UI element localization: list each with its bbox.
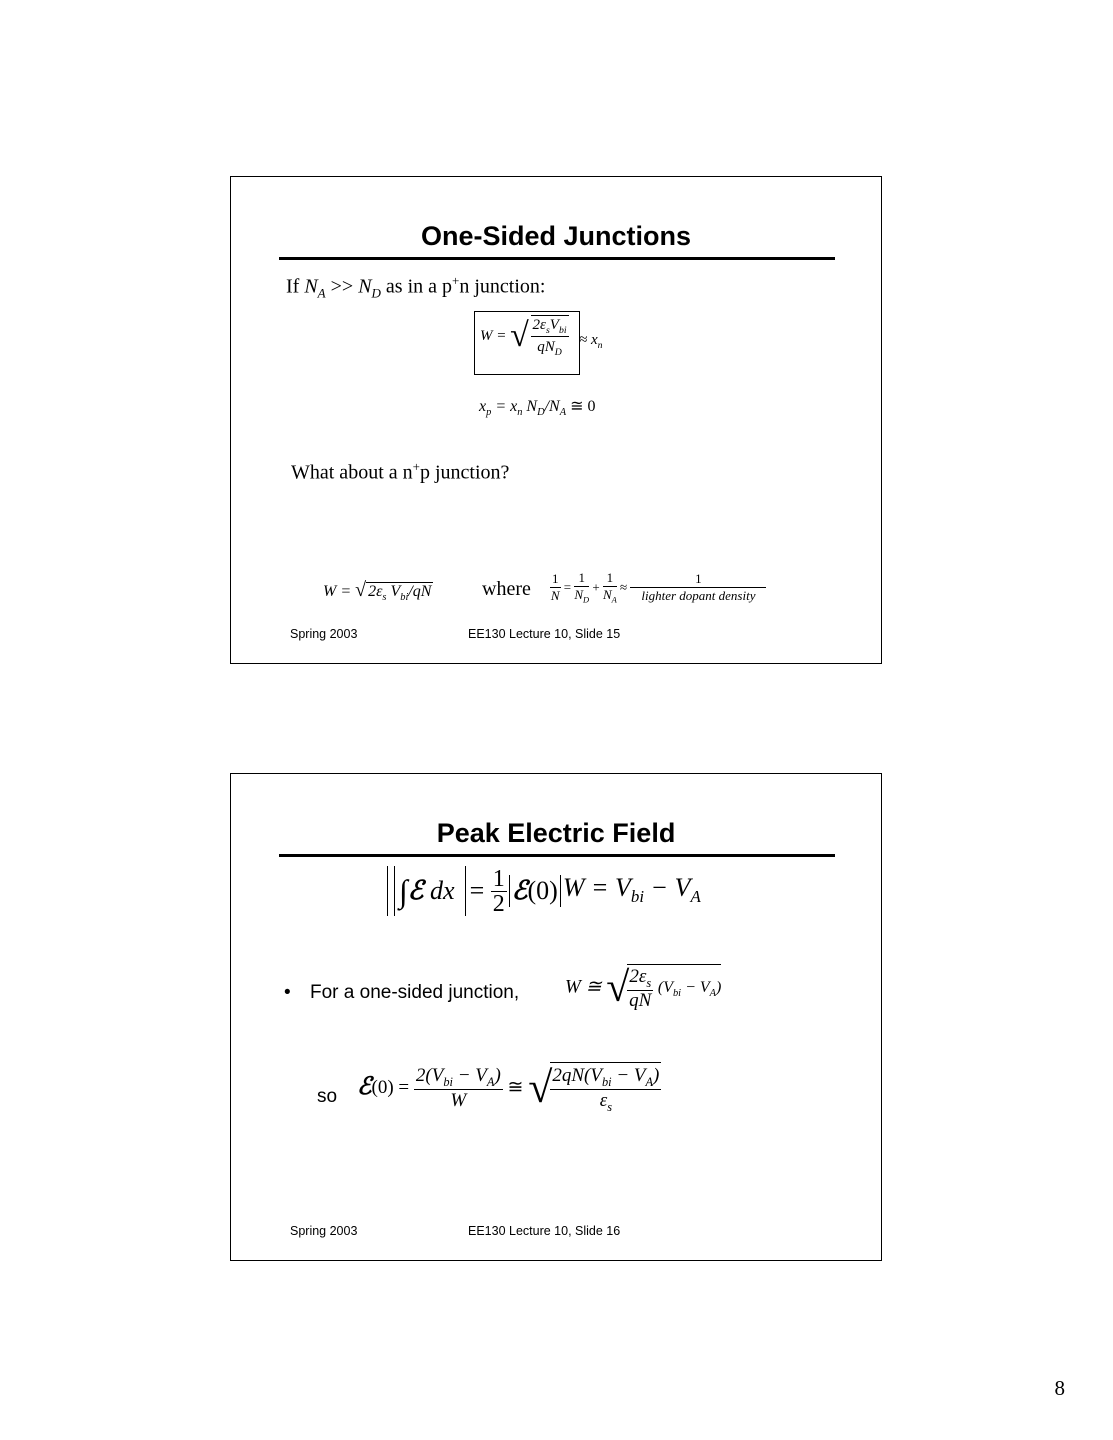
slide-one-sided-junctions <box>230 176 882 664</box>
title-underline <box>279 854 835 857</box>
one-sided-w-equation: W ≅ √ $\frac{2\varepsilon_s}{qN}$ $(V_{bi} - V_A)$ <box>565 965 722 1012</box>
w-general-equation: W = √ $2\varepsilon_s$ $V_{bi}/qN$ <box>323 579 432 604</box>
footer-slide-info: EE130 Lecture 10, Slide 15 <box>468 627 621 641</box>
footer-slide-info: EE130 Lecture 10, Slide 16 <box>468 1224 621 1238</box>
footer-date: Spring 2003 <box>290 1224 358 1238</box>
peak-field-equation: ℰ(0) = $\frac{2(V_{bi} - V_A)}{W}$ ≅ √ $\frac{2qN(V_{bi} - V_A)}{\varepsilon_s}$ <box>357 1062 660 1114</box>
slide-title: One-Sided Junctions <box>420 221 692 251</box>
reduced-density-equation: $\frac{1}{N}$ = $\frac{1}{N_D}$ + $\frac{1}{N_A}$ ≈ $\frac{1}{\text{lighter dopant density}}$ <box>550 570 766 605</box>
so-label: so <box>317 1086 338 1107</box>
title-underline <box>279 257 835 260</box>
question-text: What about a n+p junction? <box>291 459 510 484</box>
footer-date: Spring 2003 <box>290 627 358 641</box>
xp-equation: $x_p = x_n$ $N_D/N_A$ ≅ 0 <box>479 398 596 419</box>
boxed-equation-content: W = √ $\frac{2\varepsilon_sV_{bi}}{qN_D}$ <box>480 317 567 358</box>
bullet-text: For a one-sided junction, <box>310 982 520 1003</box>
intro-text: If $N_A >> N_D$ as in a p+n junction: <box>286 273 546 301</box>
integral-equation: ∫ℰ dx = $\frac{1}{2}$ ℰ(0) $W = V_{bi} - V_A$ <box>387 866 701 916</box>
where-label: where <box>482 578 531 600</box>
slide-title: Peak Electric Field <box>436 818 676 848</box>
bullet-marker: • <box>284 982 291 1003</box>
page-number: 8 <box>1054 1376 1065 1400</box>
approx-xn: ≈ $x_n$ <box>579 332 603 351</box>
slide-peak-electric-field <box>230 773 882 1261</box>
